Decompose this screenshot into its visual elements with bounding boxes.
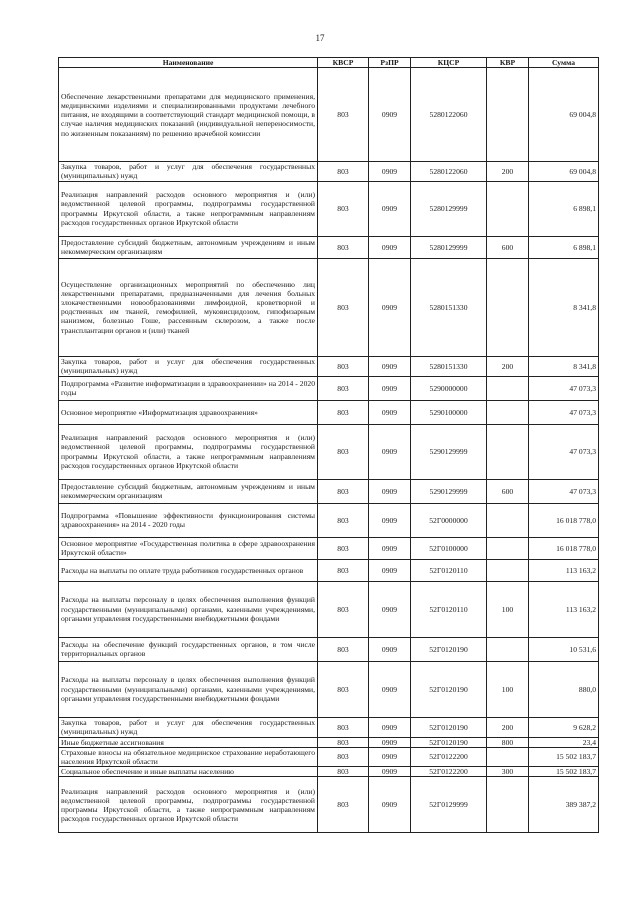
- row-rzpr: 0909: [369, 479, 411, 503]
- row-name: Расходы на выплаты персоналу в целях обеспечения выполнения функций государственными (муниципальными) органами, казенными учреждениями, органами управления государственными внебюджетными фондами: [59, 661, 318, 717]
- row-kvsr: 803: [318, 767, 369, 777]
- row-name: Закупка товаров, работ и услуг для обеспечения государственных (муниципальных) нужд: [59, 356, 318, 376]
- row-sum: 113 163,2: [529, 581, 599, 637]
- row-kcsr: 52Г0120110: [411, 581, 487, 637]
- row-kvr: [487, 400, 529, 424]
- row-kcsr: 52Г0120190: [411, 737, 487, 747]
- row-name: Страховые взносы на обязательное медицинское страхование неработающего населения Иркутской области: [59, 747, 318, 766]
- row-sum: 47 073,3: [529, 400, 599, 424]
- table-row: [59, 661, 599, 717]
- row-kvsr: 803: [318, 717, 369, 737]
- row-rzpr: 0909: [369, 162, 411, 181]
- row-kcsr: 5280122060: [411, 68, 487, 162]
- table-row: [59, 68, 599, 162]
- row-kcsr: 5290000000: [411, 376, 487, 400]
- row-kvr: 600: [487, 479, 529, 503]
- row-kcsr: 52Г0120190: [411, 637, 487, 661]
- row-kvsr: 803: [318, 479, 369, 503]
- budget-table: [58, 57, 599, 833]
- row-name: Основное мероприятие «Государственная политика в сфере здравоохранения Иркутской области»: [59, 537, 318, 559]
- row-kvsr: 803: [318, 400, 369, 424]
- row-kvsr: 803: [318, 537, 369, 559]
- row-name: Предоставление субсидий бюджетным, автономным учреждениям и иным некоммерческим организациям: [59, 236, 318, 258]
- row-rzpr: 0909: [369, 581, 411, 637]
- row-kvr: [487, 258, 529, 356]
- row-rzpr: 0909: [369, 356, 411, 376]
- row-sum: 47 073,3: [529, 376, 599, 400]
- row-rzpr: 0909: [369, 503, 411, 537]
- row-name: Расходы на выплаты персоналу в целях обеспечения выполнения функций государственными (муниципальными) органами, казенными учреждениями, органами управления государственными внебюджетными фондами: [59, 581, 318, 637]
- row-kvr: [487, 68, 529, 162]
- row-rzpr: 0909: [369, 717, 411, 737]
- row-sum: 15 502 183,7: [529, 747, 599, 766]
- row-rzpr: 0909: [369, 747, 411, 766]
- table-row: [59, 537, 599, 559]
- row-rzpr: 0909: [369, 376, 411, 400]
- row-kcsr: 52Г0120110: [411, 559, 487, 581]
- row-kvsr: 803: [318, 777, 369, 833]
- row-kvsr: 803: [318, 559, 369, 581]
- column-header-sum: Сумма: [529, 58, 599, 68]
- table-row: [59, 747, 599, 766]
- row-kcsr: 5290129999: [411, 479, 487, 503]
- row-kvr: 600: [487, 236, 529, 258]
- row-kcsr: 5280122060: [411, 162, 487, 181]
- row-kvsr: 803: [318, 162, 369, 181]
- row-kvr: [487, 637, 529, 661]
- table-row: [59, 559, 599, 581]
- row-kvsr: 803: [318, 424, 369, 479]
- table-row: [59, 258, 599, 356]
- row-name: Подпрограмма «Повышение эффективности функционирования системы здравоохранения» на 2014 - 2020 годы: [59, 503, 318, 537]
- table-row: [59, 181, 599, 236]
- row-rzpr: 0909: [369, 181, 411, 236]
- row-sum: 6 898,1: [529, 181, 599, 236]
- table-row: [59, 400, 599, 424]
- row-kvr: [487, 559, 529, 581]
- row-rzpr: 0909: [369, 236, 411, 258]
- table-row: [59, 424, 599, 479]
- row-rzpr: 0909: [369, 68, 411, 162]
- table-row: [59, 777, 599, 833]
- row-name: Предоставление субсидий бюджетным, автономным учреждениям и иным некоммерческим организациям: [59, 479, 318, 503]
- column-header-kvsr: КВСР: [318, 58, 369, 68]
- row-kcsr: 5280129999: [411, 236, 487, 258]
- row-kvsr: 803: [318, 181, 369, 236]
- row-kvr: 200: [487, 717, 529, 737]
- row-sum: 8 341,8: [529, 258, 599, 356]
- row-kcsr: 52Г0000000: [411, 503, 487, 537]
- row-sum: 16 018 778,0: [529, 537, 599, 559]
- row-kcsr: 5280129999: [411, 181, 487, 236]
- row-kvr: [487, 777, 529, 833]
- row-kvsr: 803: [318, 503, 369, 537]
- row-kvr: [487, 424, 529, 479]
- row-kcsr: 52Г0120190: [411, 661, 487, 717]
- row-sum: 880,0: [529, 661, 599, 717]
- row-rzpr: 0909: [369, 737, 411, 747]
- row-name: Реализация направлений расходов основного мероприятия и (или) ведомственной целевой программы, подпрограммы государственной программы Иркутской области, а также непрограммным направлениям расходов государственных органов Иркутской области: [59, 424, 318, 479]
- row-rzpr: 0909: [369, 400, 411, 424]
- row-name: Осуществление организационных мероприятий по обеспечению лиц лекарственными препаратами, предназначенными для лечения больных злокачественными новообразованиями лимфоидной, кроветворной и родственных им тканей, гемофилией, муковисцидозом, гипофизарным нанизмом, болезнью Гоше, рассеянным склерозом, а также после трансплантации органов и (или) тканей: [59, 258, 318, 356]
- row-sum: 389 387,2: [529, 777, 599, 833]
- row-sum: 47 073,3: [529, 424, 599, 479]
- row-sum: 9 628,2: [529, 717, 599, 737]
- column-header-name: Наименование: [59, 58, 318, 68]
- row-rzpr: 0909: [369, 777, 411, 833]
- row-kvsr: 803: [318, 236, 369, 258]
- row-kvsr: 803: [318, 376, 369, 400]
- row-kvr: 200: [487, 162, 529, 181]
- row-rzpr: 0909: [369, 661, 411, 717]
- row-kcsr: 52Г0100000: [411, 537, 487, 559]
- row-sum: 8 341,8: [529, 356, 599, 376]
- row-name: Обеспечение лекарственными препаратами для медицинского применения, медицинскими изделиями и специализированными продуктами лечебного питания, не входящими в соответствующий стандарт медицинской помощи, в случае наличия медицинских показаний (индивидуальной непереносимости, по жизненным показаниям) по решению врачебной комиссии: [59, 68, 318, 162]
- row-kcsr: 52Г0129999: [411, 777, 487, 833]
- row-kvr: [487, 537, 529, 559]
- row-rzpr: 0909: [369, 537, 411, 559]
- row-sum: 69 004,8: [529, 68, 599, 162]
- table-row: [59, 717, 599, 737]
- row-kcsr: 52Г0122200: [411, 767, 487, 777]
- row-kcsr: 5280151330: [411, 356, 487, 376]
- row-name: Расходы на обеспечение функций государственных органов, в том числе территориальных органов: [59, 637, 318, 661]
- row-name: Социальное обеспечение и иные выплаты населению: [59, 767, 318, 777]
- row-kcsr: 52Г0120190: [411, 717, 487, 737]
- row-kvsr: 803: [318, 737, 369, 747]
- column-header-kvr: КВР: [487, 58, 529, 68]
- row-kvsr: 803: [318, 637, 369, 661]
- row-sum: 6 898,1: [529, 236, 599, 258]
- row-name: Закупка товаров, работ и услуг для обеспечения государственных (муниципальных) нужд: [59, 162, 318, 181]
- row-name: Основное мероприятие «Информатизация здравоохранения»: [59, 400, 318, 424]
- row-kvr: [487, 747, 529, 766]
- table-row: [59, 737, 599, 747]
- row-sum: 10 531,6: [529, 637, 599, 661]
- row-name: Закупка товаров, работ и услуг для обеспечения государственных (муниципальных) нужд: [59, 717, 318, 737]
- row-kvsr: 803: [318, 747, 369, 766]
- row-kvr: 300: [487, 767, 529, 777]
- row-sum: 16 018 778,0: [529, 503, 599, 537]
- row-name: Реализация направлений расходов основного мероприятия и (или) ведомственной целевой программы, подпрограммы государственной программы Иркутской области, а также непрограммным направлениям расходов государственных органов Иркутской области: [59, 777, 318, 833]
- row-name: Реализация направлений расходов основного мероприятия и (или) ведомственной целевой программы, подпрограммы государственной программы Иркутской области, а также непрограммным направлениям расходов государственных органов Иркутской области: [59, 181, 318, 236]
- table-row: [59, 356, 599, 376]
- row-kcsr: 52Г0122200: [411, 747, 487, 766]
- table-header-row: [59, 58, 599, 68]
- row-sum: 113 163,2: [529, 559, 599, 581]
- row-name: Расходы на выплаты по оплате труда работников государственных органов: [59, 559, 318, 581]
- row-kvr: [487, 503, 529, 537]
- row-kcsr: 5290129999: [411, 424, 487, 479]
- row-name: Подпрограмма «Развитие информатизации в здравоохранении» на 2014 - 2020 годы: [59, 376, 318, 400]
- row-rzpr: 0909: [369, 258, 411, 356]
- row-rzpr: 0909: [369, 767, 411, 777]
- row-kvr: 800: [487, 737, 529, 747]
- row-kvr: 200: [487, 356, 529, 376]
- row-kvr: [487, 181, 529, 236]
- row-sum: 15 502 183,7: [529, 767, 599, 777]
- row-sum: 47 073,3: [529, 479, 599, 503]
- row-rzpr: 0909: [369, 559, 411, 581]
- column-header-kcsr: КЦСР: [411, 58, 487, 68]
- table-row: [59, 162, 599, 181]
- row-rzpr: 0909: [369, 637, 411, 661]
- table-row: [59, 503, 599, 537]
- row-kvr: 100: [487, 661, 529, 717]
- row-kvr: 100: [487, 581, 529, 637]
- row-kvsr: 803: [318, 68, 369, 162]
- row-rzpr: 0909: [369, 424, 411, 479]
- row-kvsr: 803: [318, 356, 369, 376]
- row-name: Иные бюджетные ассигнования: [59, 737, 318, 747]
- table-row: [59, 637, 599, 661]
- row-sum: 23,4: [529, 737, 599, 747]
- row-kcsr: 5290100000: [411, 400, 487, 424]
- table-row: [59, 236, 599, 258]
- row-kvsr: 803: [318, 661, 369, 717]
- table-row: [59, 376, 599, 400]
- row-kcsr: 5280151330: [411, 258, 487, 356]
- table-row: [59, 581, 599, 637]
- row-sum: 69 004,8: [529, 162, 599, 181]
- table-row: [59, 767, 599, 777]
- table-row: [59, 479, 599, 503]
- row-kvsr: 803: [318, 258, 369, 356]
- page-number: 17: [315, 33, 325, 43]
- row-kvr: [487, 376, 529, 400]
- column-header-rzpr: РзПР: [369, 58, 411, 68]
- row-kvsr: 803: [318, 581, 369, 637]
